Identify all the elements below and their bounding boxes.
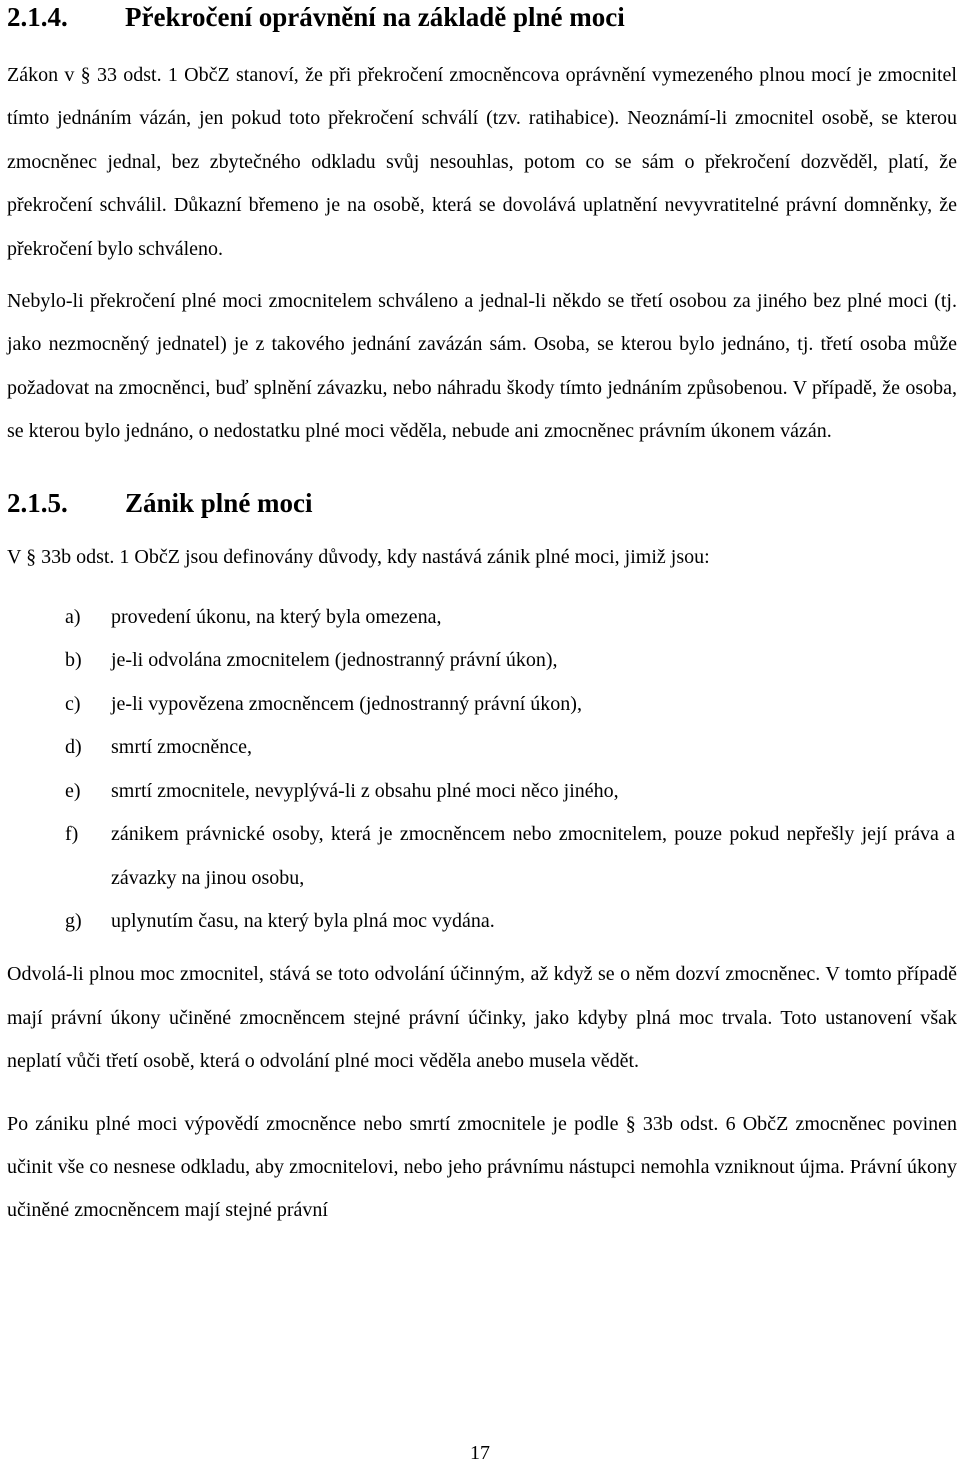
page-number: 17 bbox=[470, 1442, 490, 1464]
list-item bbox=[7, 900, 957, 943]
list-marker: c) bbox=[65, 692, 81, 715]
paragraph-po-zaniku: Po zániku plné moci výpovědí zmocněnce nebo smrtí zmocnitele je podle § 33b odst. 6 ObčZ zmocněnec povinen učinit vše co nesnese odkladu, aby zmocnitelovi, nebo jeho právnímu nástupci nemohla vzniknout újma. Právní úkony učiněné zmocněncem mají stejné právní bbox=[7, 1112, 957, 1222]
section-title: Zánik plné moci bbox=[125, 487, 313, 518]
section-number: 2.1.4. bbox=[7, 2, 68, 32]
list-marker: b) bbox=[65, 649, 82, 672]
list-item-text: zánikem právnické osoby, která je zmocněncem nebo zmocnitelem, pouze pokud nepřešly její práva a závazky na jinou osobu, bbox=[111, 823, 955, 889]
list-marker: d) bbox=[65, 736, 82, 759]
section-heading-2-1-5 bbox=[7, 488, 957, 518]
list-item bbox=[7, 683, 957, 726]
list-item bbox=[7, 596, 957, 639]
list-item-text: provedení úkonu, na který byla omezena, bbox=[111, 606, 442, 629]
list-marker: g) bbox=[65, 909, 82, 932]
list-item-text: smrtí zmocnitele, nevyplývá-li z obsahu plné moci něco jiného, bbox=[111, 779, 619, 802]
list-item-text: je-li odvolána zmocnitelem (jednostranný právní úkon), bbox=[111, 649, 558, 672]
list-item bbox=[7, 813, 957, 900]
paragraph-ratihabice: Zákon v § 33 odst. 1 ObčZ stanoví, že při překročení zmocněncova oprávnění vymezeného plnou mocí je zmocnitel tímto jednáním vázán, jen pokud toto překročení schválí (tzv. ratihabice). Neoznámí-li zmocnitel osobě, se kterou zmocněnec jednal, bez zbytečného odkladu svůj nesouhlas, potom co se sám o překročení dozvěděl, platí, že překročení schválil. Důkazní břemeno je na osobě, která se dovolává uplatnění nevyvratitelné právní domněnky, že překročení bylo schváleno. bbox=[7, 64, 957, 260]
list-marker: f) bbox=[65, 823, 79, 846]
list-item bbox=[7, 639, 957, 682]
list-item bbox=[7, 726, 957, 769]
paragraph-intro-zanik: V § 33b odst. 1 ObčZ jsou definovány důvody, kdy nastává zánik plné moci, jimiž jsou: bbox=[7, 545, 710, 568]
paragraph-odvolani: Odvolá-li plnou moc zmocnitel, stává se toto odvolání účinným, až když se o něm dozví zmocněnec. V tomto případě mají právní úkony učiněné zmocněncem stejné právní účinky, jako kdyby plná moc trvala. Toto ustanovení však neplatí vůči třetí osobě, která o odvolání plné moci věděla anebo musela vědět. bbox=[7, 963, 957, 1073]
section-title: Překročení oprávnění na základě plné moci bbox=[125, 2, 625, 32]
list-item-text: smrtí zmocněnce, bbox=[111, 736, 253, 759]
section-number: 2.1.5. bbox=[7, 487, 68, 518]
list-item-text: uplynutím času, na který byla plná moc vydána. bbox=[111, 909, 495, 932]
termination-reasons-list bbox=[7, 596, 957, 943]
list-item bbox=[7, 770, 957, 813]
section-heading-2-1-4 bbox=[7, 2, 957, 32]
document-page bbox=[7, 0, 957, 1233]
list-marker: e) bbox=[65, 779, 81, 802]
list-item-text: je-li vypovězena zmocněncem (jednostranný právní úkon), bbox=[111, 692, 582, 715]
list-marker: a) bbox=[65, 606, 81, 629]
paragraph-nezmocneny-jednatel: Nebylo-li překročení plné moci zmocnitelem schváleno a jednal-li někdo se třetí osobou za jiného bez plné moci (tj. jako nezmocněný jednatel) je z takového jednání zavázán sám. Osoba, se kterou bylo jednáno, tj. třetí osoba může požadovat na zmocněnci, buď splnění závazku, nebo náhradu škody tímto jednáním způsobenou. V případě, že osoba, se kterou bylo jednáno, o nedostatku plné moci věděla, nebude ani zmocněnec právním úkonem vázán. bbox=[7, 290, 957, 443]
